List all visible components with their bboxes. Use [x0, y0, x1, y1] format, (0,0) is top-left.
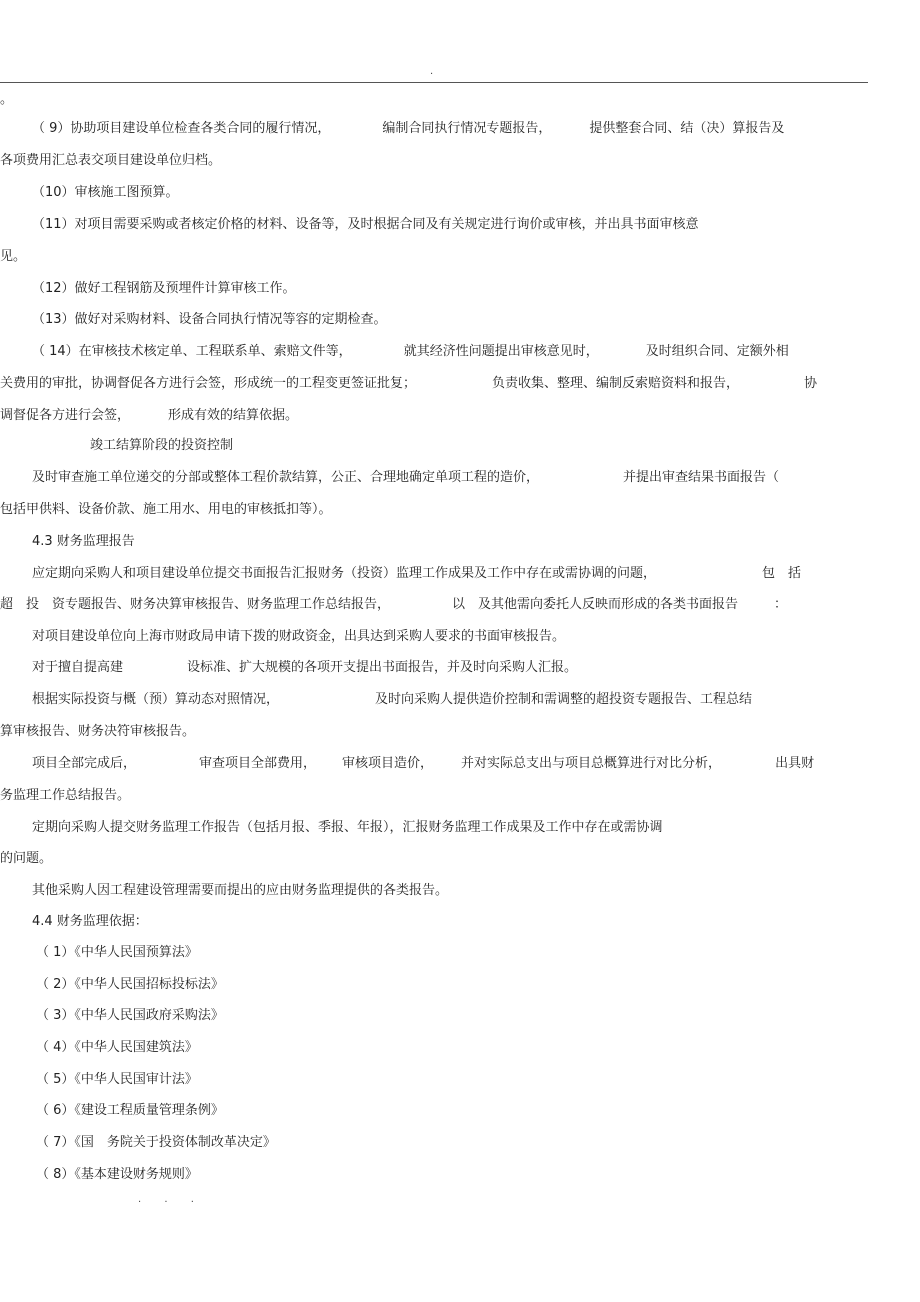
settlement-part-b: 并提出审查结果书面报告（ — [623, 470, 780, 485]
report-intro-part-a: 应定期向采购人和项目建设单位提交书面报告汇报财务（投资）监理工作成果及工作中存在或需协调的问题， — [32, 566, 657, 581]
report-intro-line-2 — [0, 597, 787, 613]
report-item-3-part-a: 根据实际投资与概（预）算动态对照情况， — [32, 692, 280, 707]
item-14-part-f: 协 — [804, 376, 818, 391]
basis-item-4: （ 4）《中华人民国建筑法》 — [36, 1040, 198, 1055]
section-heading-4-4: 4.4 财务监理依据： — [32, 914, 148, 929]
item-9-line-2: 各项费用汇总表交项目建设单位归档。 — [0, 153, 222, 168]
basis-item-5: （ 5）《中华人民国审计法》 — [36, 1072, 198, 1087]
header-dot: . — [430, 66, 434, 77]
item-14-part-h: 形成有效的结算依据。 — [168, 408, 299, 423]
trailing-period: 。 — [0, 92, 14, 107]
item-10: （10）审核施工图预算。 — [32, 185, 179, 200]
item-13: （13）做好对采购材料、设备合同执行情况等容的定期检查。 — [32, 312, 387, 327]
item-14-part-a: （ 14）在审核技术核定单、工程联系单、索赔文件等， — [32, 344, 352, 359]
basis-item-8: （ 8）《基本建设财务规则》 — [36, 1167, 198, 1182]
report-item-4-line-1 — [32, 756, 814, 772]
report-intro-part-b: 包 括 — [762, 566, 802, 581]
settlement-line-1 — [32, 470, 779, 486]
report-item-3-line-2: 算审核报告、财务决符审核报告。 — [0, 724, 196, 739]
section-heading-4-3: 4.3 财务监理报告 — [32, 534, 135, 549]
settlement-part-a: 及时审查施工单位递交的分部或整体工程价款结算，公正、合理地确定单项工程的造价， — [32, 470, 540, 485]
report-item-2-part-a: 对于擅自提高建 — [32, 660, 124, 675]
report-item-5-line-2: 的问题。 — [0, 851, 53, 866]
item-12: （12）做好工程钢筋及预埋件计算审核工作。 — [32, 281, 296, 296]
report-item-4-part-e: 出具财 — [775, 756, 815, 771]
item-14-part-c: 及时组织合同、定额外相 — [645, 344, 789, 359]
basis-item-6: （ 6）《建设工程质量管理条例》 — [36, 1103, 224, 1118]
footer-dots: . . . — [138, 1194, 204, 1205]
report-item-4-part-a: 项目全部完成后， — [32, 756, 137, 771]
item-14-line-3 — [0, 408, 298, 424]
item-11-line-2: 见。 — [0, 249, 27, 264]
report-item-5-line-1: 定期向采购人提交财务监理工作报告（包括月报、季报、年报），汇报财务监理工作成果及工作中存在或需协调 — [32, 820, 663, 835]
item-9-part-a: （ 9）协助项目建设单位检查各类合同的履行情况， — [32, 121, 331, 136]
report-item-4-part-b: 审查项目全部费用， — [199, 756, 317, 771]
item-14-part-e: 负责收集、整理、编制反索赔资料和报告， — [492, 376, 740, 391]
item-14-line-2 — [0, 376, 817, 392]
item-14-part-b: 就其经济性问题提出审核意见时， — [403, 344, 599, 359]
report-intro-part-c: 超 投 资专题报告、财务决算审核报告、财务监理工作总结报告， — [0, 597, 391, 612]
section-heading-final-settlement: 竣工结算阶段的投资控制 — [90, 438, 234, 453]
item-11-line-1: （11）对项目需要采购或者核定价格的材料、设备等，及时根据合同及有关规定进行询价或审核，并出具书面审核意 — [32, 217, 699, 232]
report-item-4-line-2: 务监理工作总结报告。 — [0, 788, 131, 803]
report-item-1: 对项目建设单位向上海市财政局申请下拨的财政资金，出具达到采购人要求的书面审核报告。 — [32, 629, 566, 644]
report-item-2-part-b: 设标准、扩大规模的各项开支提出书面报告，并及时向采购人汇报。 — [187, 660, 578, 675]
item-14-part-g: 调督促各方进行会签， — [0, 408, 131, 423]
basis-item-2: （ 2）《中华人民国招标投标法》 — [36, 977, 224, 992]
report-item-4-part-d: 并对实际总支出与项目总概算进行对比分析， — [461, 756, 722, 771]
settlement-line-2: 包括甲供料、设备价款、施工用水、用电的审核抵扣等）。 — [0, 502, 332, 517]
item-9-part-b: 编制合同执行情况专题报告， — [382, 121, 552, 136]
item-9-part-c: 提供整套合同、结（决）算报告及 — [589, 121, 785, 136]
report-item-6: 其他采购人因工程建设管理需要而提出的应由财务监理提供的各类报告。 — [32, 883, 449, 898]
report-item-3-part-b: 及时向采购人提供造价控制和需调整的超投资专题报告、工程总结 — [375, 692, 753, 707]
item-14-part-d: 关费用的审批，协调督促各方进行会签，形成统一的工程变更签证批复； — [0, 376, 417, 391]
report-intro-line-1 — [32, 566, 801, 582]
basis-item-7: （ 7）《国 务院关于投资体制改革决定》 — [36, 1135, 276, 1150]
report-intro-part-d: 以 及其他需向委托人反映而形成的各类书面报告 — [452, 597, 739, 612]
item-9-line-1 — [32, 121, 784, 137]
item-14-line-1 — [32, 344, 789, 360]
report-item-4-part-c: 审核项目造价， — [342, 756, 434, 771]
report-item-2 — [32, 660, 577, 676]
report-item-3-line-1 — [32, 692, 752, 708]
basis-item-1: （ 1）《中华人民国预算法》 — [36, 945, 198, 960]
report-intro-part-e: ： — [774, 597, 788, 612]
basis-item-3: （ 3）《中华人民国政府采购法》 — [36, 1008, 224, 1023]
header-rule — [0, 82, 868, 83]
